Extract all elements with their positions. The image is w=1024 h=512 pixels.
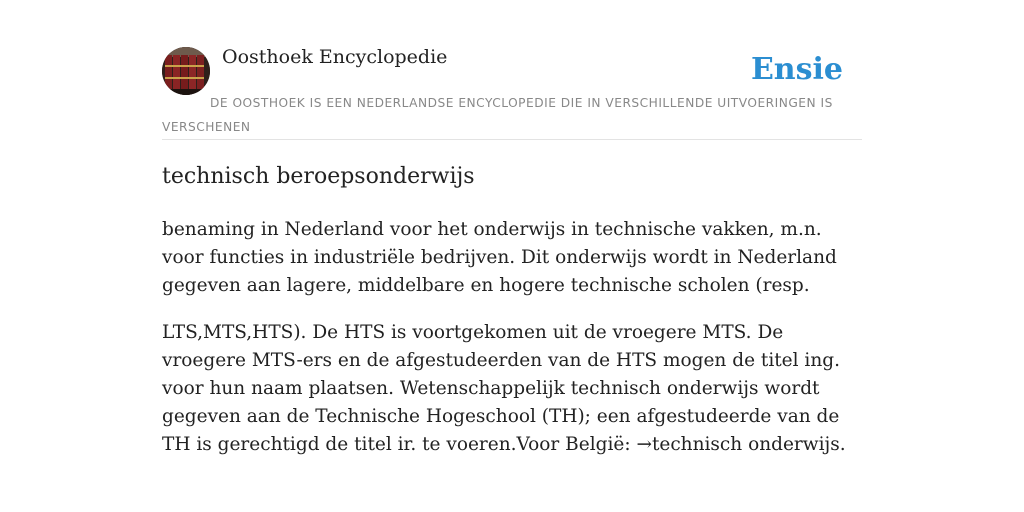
source-description: DE OOSTHOEK IS EEN NEDERLANDSE ENCYCLOPEDIE DIE IN VERSCHILLENDE UITVOERINGEN IS VERSCHENEN [162,96,833,134]
article-body [162,216,862,478]
brand-logo[interactable]: Ensie [750,52,843,87]
header-divider [162,139,862,140]
article-title: technisch beroepsonderwijs [162,164,475,189]
article-paragraph: LTS,MTS,HTS). De HTS is voortgekomen uit de vroegere MTS. De vroegere MTS-ers en de afgestudeerden van de HTS mogen de titel ing. voor hun naam plaatsen. Wetenschappelijk technisch onderwijs wordt gegeven aan de Technische Hogeschool (TH); een afgestudeerde van de TH is gerechtigd de titel ir. te voeren.Voor België: →technisch onderwijs. [162,322,846,455]
encyclopedia-books-icon [162,47,210,95]
source-avatar[interactable] [162,47,210,95]
source-name[interactable]: Oosthoek Encyclopedie [222,46,448,68]
article-paragraph: benaming in Nederland voor het onderwijs in technische vakken, m.n. voor functies in industriële bedrijven. Dit onderwijs wordt in Nederland gegeven aan lagere, middelbare en hogere technische scholen (resp. [162,219,837,296]
